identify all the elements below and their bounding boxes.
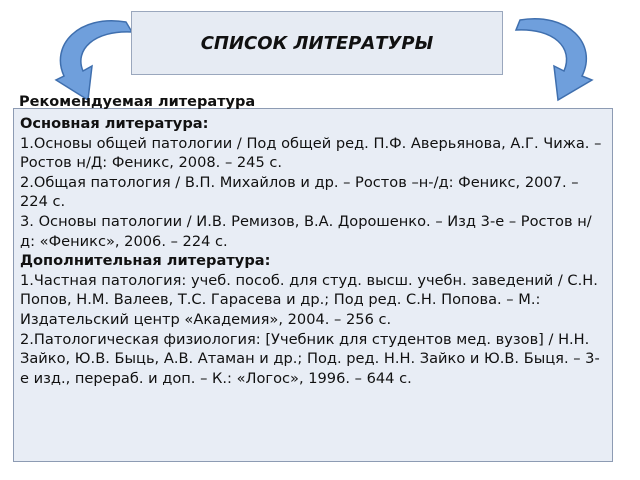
literature-list-box	[13, 108, 613, 462]
recommended-heading: Рекомендуемая литература	[19, 94, 256, 110]
main-item-2: 2.Общая патология / В.П. Михайлов и др. – Ростов –н-/д: Феникс, 2007. – 224 с.	[20, 173, 579, 211]
title-box	[131, 11, 503, 75]
main-literature-heading: Основная литература:	[20, 115, 209, 132]
page-title: СПИСОК ЛИТЕРАТУРЫ	[200, 32, 434, 54]
main-item-1: 1.Основы общей патологии / Под общей ред. П.Ф. Аверьянова, А.Г. Чижа. – Ростов н/Д: Феникс, 2008. – 245 с.	[20, 134, 602, 172]
additional-item-1: 1.Частная патология: учеб. пособ. для студ. высш. учебн. заведений / С.Н. Попов, Н.М. Валеев, Т.С. Гарасева и др.; Под ред. С.Н. Попова. – М.: Издательский центр «Академия», 2004. – 256 с.	[20, 271, 598, 328]
curved-arrow-right-icon	[500, 14, 600, 108]
main-item-3: 3. Основы патологии / И.В. Ремизов, В.А. Дорошенко. – Изд 3-е – Ростов н/д: «Феникс», 2006. – 224 с.	[20, 212, 592, 250]
additional-literature-heading: Дополнительная литература:	[20, 252, 271, 270]
additional-item-2: 2.Патологическая физиология: [Учебник для студентов мед. вузов] / Н.Н. Зайко, Ю.В. Быць, А.В. Атаман и др.; Под. ред. Н.Н. Зайко и Ю.В. Быця. – 3-е изд., перераб. и доп. – К.: «Логос», 1996. – 644 с.	[20, 330, 600, 387]
